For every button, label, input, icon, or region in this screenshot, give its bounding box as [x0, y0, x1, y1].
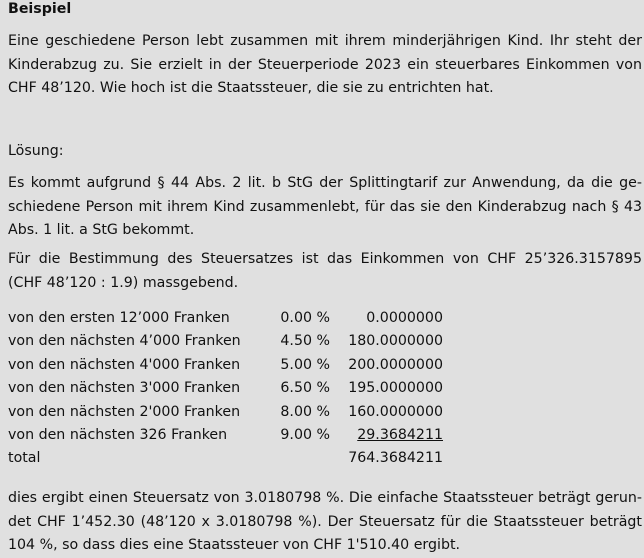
intro-paragraph: [8, 30, 642, 101]
row-amount: 195.0000000: [348, 380, 443, 397]
row-label: von den nächsten 3'000 Franken: [8, 380, 241, 397]
row-label: von den ersten 12’000 Franken: [8, 310, 230, 326]
table-row: [8, 354, 443, 377]
rate-basis-paragraph: [8, 248, 642, 295]
total-label: total: [8, 450, 41, 467]
tax-calculation-table: [8, 307, 443, 471]
row-label: von den nächsten 2'000 Franken: [8, 403, 241, 420]
total-rate-empty: [270, 447, 330, 470]
explanation-paragraph: [8, 172, 642, 243]
intro-line: CHF 48’120. Wie hoch ist die Staatssteuer, die sie zu entrichten hat.: [8, 80, 494, 96]
row-rate: 6.50 %: [280, 380, 330, 397]
explanation-line: Abs. 1 lit. a StG bekommt.: [8, 222, 195, 238]
row-amount: 200.0000000: [348, 356, 443, 373]
table-row: [8, 424, 443, 447]
table-row: [8, 307, 443, 330]
explanation-line: schiedene Person mit ihrem Kind zusammenlebt, für das sie den Kinderabzug nach § 43: [8, 198, 642, 215]
row-rate: 5.00 %: [280, 356, 330, 373]
table-row-total: [8, 447, 443, 470]
row-rate: 9.00 %: [280, 427, 330, 444]
row-amount: 180.0000000: [348, 333, 443, 350]
conclusion-line: dies ergibt einen Steuersatz von 3.0180798 %. Die einfache Staatssteuer beträgt gerun-: [8, 490, 642, 506]
intro-line: Eine geschiedene Person lebt zusammen mit ihrem minderjährigen Kind. Ihr steht der: [8, 33, 642, 49]
solution-label-text: Lösung:: [8, 143, 64, 159]
row-amount: 0.0000000: [366, 310, 443, 326]
table-row: [8, 330, 443, 353]
rate-basis-line: Für die Bestimmung des Steuersatzes ist das Einkommen von CHF 25’326.3157895: [8, 251, 642, 267]
rate-basis-line: (CHF 48’120 : 1.9) massgebend.: [8, 274, 239, 291]
row-amount-underlined: 29.3684211: [357, 427, 443, 444]
row-amount: 160.0000000: [348, 403, 443, 420]
row-rate: 4.50 %: [280, 333, 330, 350]
intro-line: Kinderabzug zu. Sie erzielt in der Steuerperiode 2023 ein steuerbares Einkommen von: [8, 56, 642, 73]
heading: Beispiel: [8, 1, 72, 17]
row-label: von den nächsten 4'000 Franken: [8, 356, 241, 373]
table-row: [8, 401, 443, 424]
row-amount-cell: [330, 424, 443, 447]
conclusion-line: det CHF 1’452.30 (48’120 x 3.0180798 %). Der Steuersatz für die Staatssteuer beträgt: [8, 513, 642, 530]
solution-label: [8, 140, 642, 164]
table-row: [8, 377, 443, 400]
total-amount: 764.3684211: [348, 450, 443, 467]
row-rate: 0.00 %: [280, 310, 330, 326]
conclusion-paragraph: [8, 487, 642, 558]
row-rate: 8.00 %: [280, 403, 330, 420]
row-label: von den nächsten 4’000 Franken: [8, 333, 241, 350]
conclusion-line: 104 %, so dass dies eine Staatssteuer von CHF 1'510.40 ergibt.: [8, 537, 461, 553]
row-label: von den nächsten 326 Franken: [8, 427, 228, 444]
explanation-line: Es kommt aufgrund § 44 Abs. 2 lit. b StG der Splittingtarif zur Anwendung, da die ge-: [8, 175, 642, 191]
